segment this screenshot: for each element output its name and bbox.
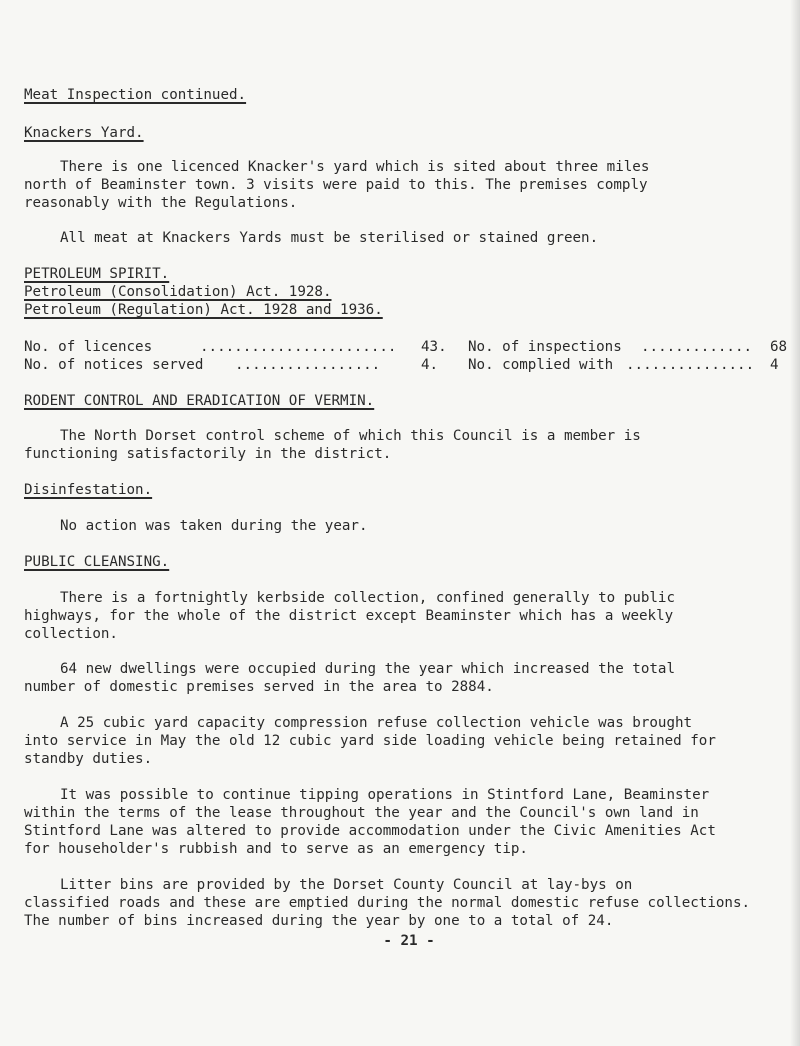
cleansing-p3-line-2: into service in May the old 12 cubic yard side loading vehicle being retained for: [24, 733, 716, 749]
cleansing-p2-line-2: number of domestic premises served in the area to 2884.: [24, 679, 494, 695]
rodent-title: RODENT CONTROL AND ERADICATION OF VERMIN.: [24, 393, 375, 409]
licences-label: No. of licences: [24, 339, 153, 355]
cleansing-title: PUBLIC CLEANSING.: [24, 554, 170, 570]
page-heading: Meat Inspection continued.: [24, 87, 247, 103]
page-number: - 21 -: [383, 933, 435, 949]
cleansing-p5-line-1: Litter bins are provided by the Dorset County Council at lay-bys on: [60, 877, 633, 893]
notices-value: 4.: [421, 357, 439, 373]
dot-leader: .......................: [200, 339, 397, 355]
cleansing-p1-line-2: highways, for the whole of the district except Beaminster which has a weekly: [24, 608, 674, 624]
knackers-sterilised: All meat at Knackers Yards must be sterilised or stained green.: [60, 230, 599, 246]
cleansing-p4-line-3: Stintford Lane was altered to provide accommodation under the Civic Amenities Act: [24, 823, 716, 839]
petroleum-stats-row-2: [24, 356, 794, 374]
cleansing-p1-line-3: collection.: [24, 626, 118, 642]
disinfestation-text: No action was taken during the year.: [60, 518, 368, 534]
knackers-title: Knackers Yard.: [24, 125, 144, 141]
rodent-line-1: The North Dorset control scheme of which this Council is a member is: [60, 428, 641, 444]
inspections-label: No. of inspections: [468, 339, 622, 355]
cleansing-p5-line-3: The number of bins increased during the year by one to a total of 24.: [24, 913, 614, 929]
knackers-line-1: There is one licenced Knacker's yard which is sited about three miles: [60, 159, 650, 175]
cleansing-p4-line-4: for householder's rubbish and to serve as an emergency tip.: [24, 841, 528, 857]
rodent-line-2: functioning satisfactorily in the district.: [24, 446, 392, 462]
petroleum-act-2: Petroleum (Regulation) Act. 1928 and 1936.: [24, 302, 383, 318]
document-page: [24, 0, 794, 1046]
petroleum-act-1: Petroleum (Consolidation) Act. 1928.: [24, 284, 332, 300]
dot-leader: .................: [235, 357, 381, 373]
knackers-line-3: reasonably with the Regulations.: [24, 195, 298, 211]
cleansing-p4-line-1: It was possible to continue tipping operations in Stintford Lane, Beaminster: [60, 787, 710, 803]
disinfestation-title: Disinfestation.: [24, 482, 153, 498]
cleansing-p3-line-1: A 25 cubic yard capacity compression refuse collection vehicle was brought: [60, 715, 693, 731]
knackers-line-2: north of Beaminster town. 3 visits were paid to this. The premises comply: [24, 177, 648, 193]
cleansing-p3-line-3: standby duties.: [24, 751, 153, 767]
inspections-value: 68: [770, 339, 788, 355]
complied-value: 4: [770, 357, 779, 373]
licences-value: 43.: [421, 339, 447, 355]
cleansing-p4-line-2: within the terms of the lease throughout the year and the Council's own land in: [24, 805, 699, 821]
petroleum-title: PETROLEUM SPIRIT.: [24, 266, 170, 282]
cleansing-p2-line-1: 64 new dwellings were occupied during the year which increased the total: [60, 661, 675, 677]
cleansing-p5-line-2: classified roads and these are emptied during the normal domestic refuse collections.: [24, 895, 751, 911]
dot-leader: ...............: [626, 357, 755, 373]
complied-label: No. complied with: [468, 357, 614, 373]
page-edge-shadow: [790, 0, 800, 1046]
notices-label: No. of notices served: [24, 357, 204, 373]
cleansing-p1-line-1: There is a fortnightly kerbside collection, confined generally to public: [60, 590, 675, 606]
petroleum-stats-row-1: [24, 338, 794, 356]
dot-leader: .............: [641, 339, 753, 355]
